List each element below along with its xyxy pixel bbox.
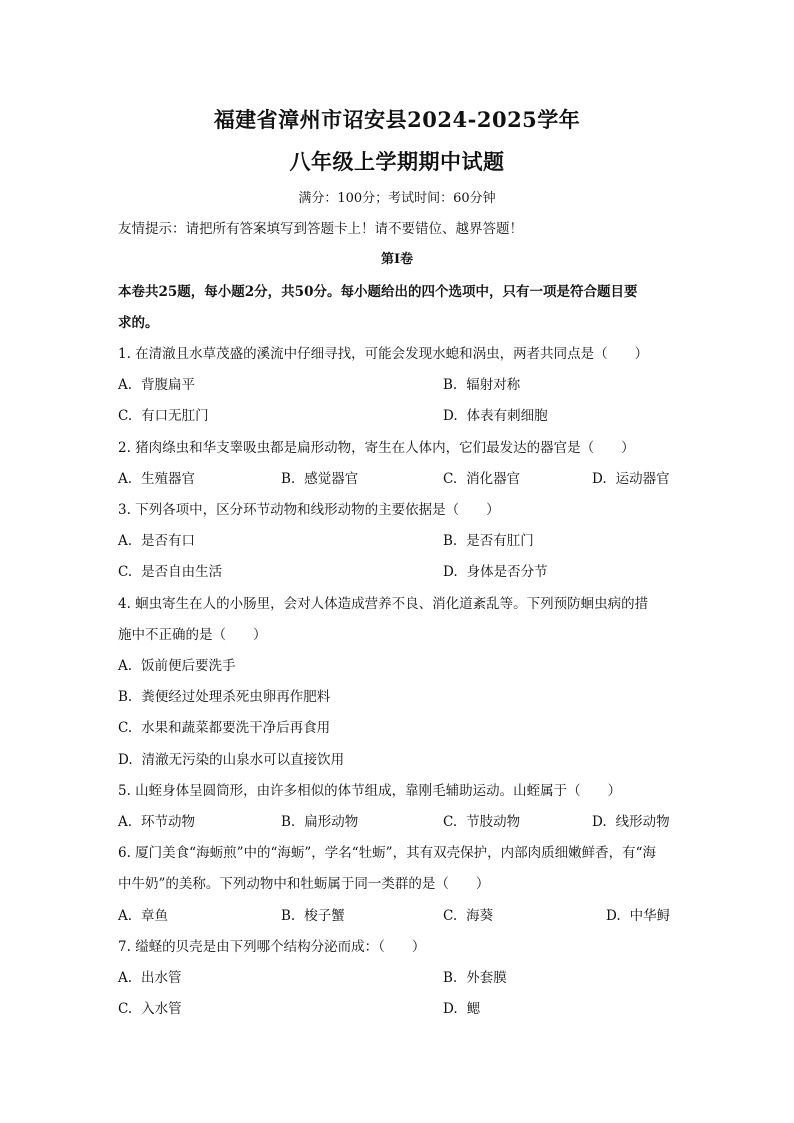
option-c[interactable] xyxy=(443,810,520,830)
option-label: D. xyxy=(443,408,458,424)
option-label: C. xyxy=(118,408,133,424)
option-label: D. xyxy=(606,908,621,924)
option-label: D. xyxy=(118,752,133,768)
option-text: 体表有刺细胞 xyxy=(466,408,548,424)
option-label: B. xyxy=(118,689,133,705)
option-b[interactable] xyxy=(281,904,345,924)
question-stem: 2. 猪肉绦虫和华支睾吸虫都是扁形动物，寄生在人体内，它们最发达的器官是（ ） xyxy=(118,440,635,456)
option-d[interactable] xyxy=(443,404,548,424)
option-text: 有口无肛门 xyxy=(141,408,209,424)
option-d[interactable] xyxy=(606,904,670,924)
option-label: C. xyxy=(443,471,458,487)
question-stem: 6. 厦门美食“海蛎煎”中的“海蛎”，学名“牡蛎”，其有双壳保护，内部肉质细嫩鲜香，有“海 xyxy=(118,845,656,861)
option-label: D. xyxy=(443,1001,458,1017)
option-label: A. xyxy=(118,533,133,549)
option-c[interactable] xyxy=(118,404,209,424)
option-b[interactable] xyxy=(443,529,534,549)
option-a[interactable] xyxy=(118,966,182,986)
option-text: 消化器官 xyxy=(466,471,521,487)
option-d[interactable] xyxy=(592,467,670,487)
option-text: 生殖器官 xyxy=(141,471,196,487)
option-label: D. xyxy=(592,471,607,487)
option-text: 环节动物 xyxy=(141,814,196,830)
option-label: A. xyxy=(118,970,133,986)
option-c[interactable] xyxy=(118,997,182,1017)
option-c[interactable] xyxy=(443,467,520,487)
option-text: 海葵 xyxy=(466,908,494,924)
option-text: 是否自由生活 xyxy=(141,564,223,580)
option-text: 章鱼 xyxy=(141,908,169,924)
option-d[interactable] xyxy=(443,997,480,1017)
option-label: D. xyxy=(592,814,607,830)
option-label: B. xyxy=(443,970,458,986)
option-c[interactable] xyxy=(118,716,330,736)
option-label: B. xyxy=(443,377,458,393)
option-label: A. xyxy=(118,814,133,830)
option-a[interactable] xyxy=(118,373,195,393)
option-text: 是否有肛门 xyxy=(466,533,534,549)
option-text: 感觉器官 xyxy=(304,471,359,487)
option-text: 中华鲟 xyxy=(629,908,671,924)
question-stem: 7. 缢蛏的贝壳是由下列哪个结构分泌而成：（ ） xyxy=(118,939,426,955)
option-text: 扁形动物 xyxy=(304,814,359,830)
option-b[interactable] xyxy=(281,467,358,487)
option-c[interactable] xyxy=(443,904,493,924)
exam-tip: 友情提示：请把所有答案填写到答题卡上！请不要错位、越界答题！ xyxy=(118,221,523,237)
option-label: C. xyxy=(443,908,458,924)
option-text: 节肢动物 xyxy=(466,814,521,830)
option-label: A. xyxy=(118,908,133,924)
option-label: A. xyxy=(118,471,133,487)
option-text: 梭子蟹 xyxy=(304,908,345,924)
question-stem: 3. 下列各项中，区分环节动物和线形动物的主要依据是（ ） xyxy=(118,502,500,518)
exam-title-line2: 八年级上学期期中试题 xyxy=(289,149,505,174)
option-text: 清澈无污染的山泉水可以直接饮用 xyxy=(141,752,345,768)
option-d[interactable] xyxy=(592,810,670,830)
question-stem: 施中不正确的是（ ） xyxy=(118,627,267,643)
option-label: B. xyxy=(281,471,296,487)
option-label: C. xyxy=(118,564,133,580)
option-text: 运动器官 xyxy=(615,471,670,487)
option-a[interactable] xyxy=(118,467,195,487)
option-text: 线形动物 xyxy=(615,814,670,830)
option-text: 鳃 xyxy=(466,1001,481,1017)
option-b[interactable] xyxy=(118,685,330,705)
option-label: B. xyxy=(443,533,458,549)
option-label: A. xyxy=(118,658,133,674)
option-a[interactable] xyxy=(118,529,195,549)
option-label: D. xyxy=(443,564,458,580)
option-text: 辐射对称 xyxy=(466,377,521,393)
option-text: 饭前便后要洗手 xyxy=(141,658,236,674)
option-d[interactable] xyxy=(118,748,344,768)
question-stem: 4. 蛔虫寄生在人的小肠里，会对人体造成营养不良、消化道紊乱等。下列预防蛔虫病的措 xyxy=(118,596,649,612)
question-stem: 中牛奶”的美称。下列动物中和牡蛎属于同一类群的是（ ） xyxy=(118,876,490,892)
option-c[interactable] xyxy=(118,560,222,580)
option-label: B. xyxy=(281,814,296,830)
option-a[interactable] xyxy=(118,810,195,830)
question-stem: 5. 山蛭身体呈圆筒形，由许多相似的体节组成，靠刚毛辅助运动。山蛭属于（ ） xyxy=(118,783,622,799)
option-text: 水果和蔬菜都要洗干净后再食用 xyxy=(141,720,331,736)
volume-label: 第I卷 xyxy=(380,252,414,267)
option-text: 是否有口 xyxy=(141,533,196,549)
instruction-line1: 本卷共25题，每小题2分，共50分。每小题给出的四个选项中，只有一项是符合题目要 xyxy=(118,284,638,300)
option-b[interactable] xyxy=(443,373,520,393)
option-text: 出水管 xyxy=(141,970,182,986)
option-label: B. xyxy=(281,908,296,924)
option-text: 外套膜 xyxy=(466,970,507,986)
option-text: 身体是否分节 xyxy=(466,564,548,580)
option-text: 粪便经过处理杀死虫卵再作肥料 xyxy=(141,689,331,705)
option-label: A. xyxy=(118,377,133,393)
option-label: C. xyxy=(118,720,133,736)
exam-meta: 满分：100分；考试时间：60分钟 xyxy=(298,191,496,206)
option-label: C. xyxy=(443,814,458,830)
question-stem: 1. 在清澈且水草茂盛的溪流中仔细寻找，可能会发现水螅和涡虫，两者共同点是（ ） xyxy=(118,346,649,362)
instruction-line2: 求的。 xyxy=(118,315,159,331)
option-a[interactable] xyxy=(118,904,168,924)
exam-title-line1: 福建省漳州市诏安县2024-2025学年 xyxy=(213,107,581,132)
option-label: C. xyxy=(118,1001,133,1017)
option-b[interactable] xyxy=(443,966,507,986)
option-b[interactable] xyxy=(281,810,358,830)
option-a[interactable] xyxy=(118,654,236,674)
option-text: 入水管 xyxy=(141,1001,182,1017)
option-text: 背腹扁平 xyxy=(141,377,196,393)
option-d[interactable] xyxy=(443,560,548,580)
